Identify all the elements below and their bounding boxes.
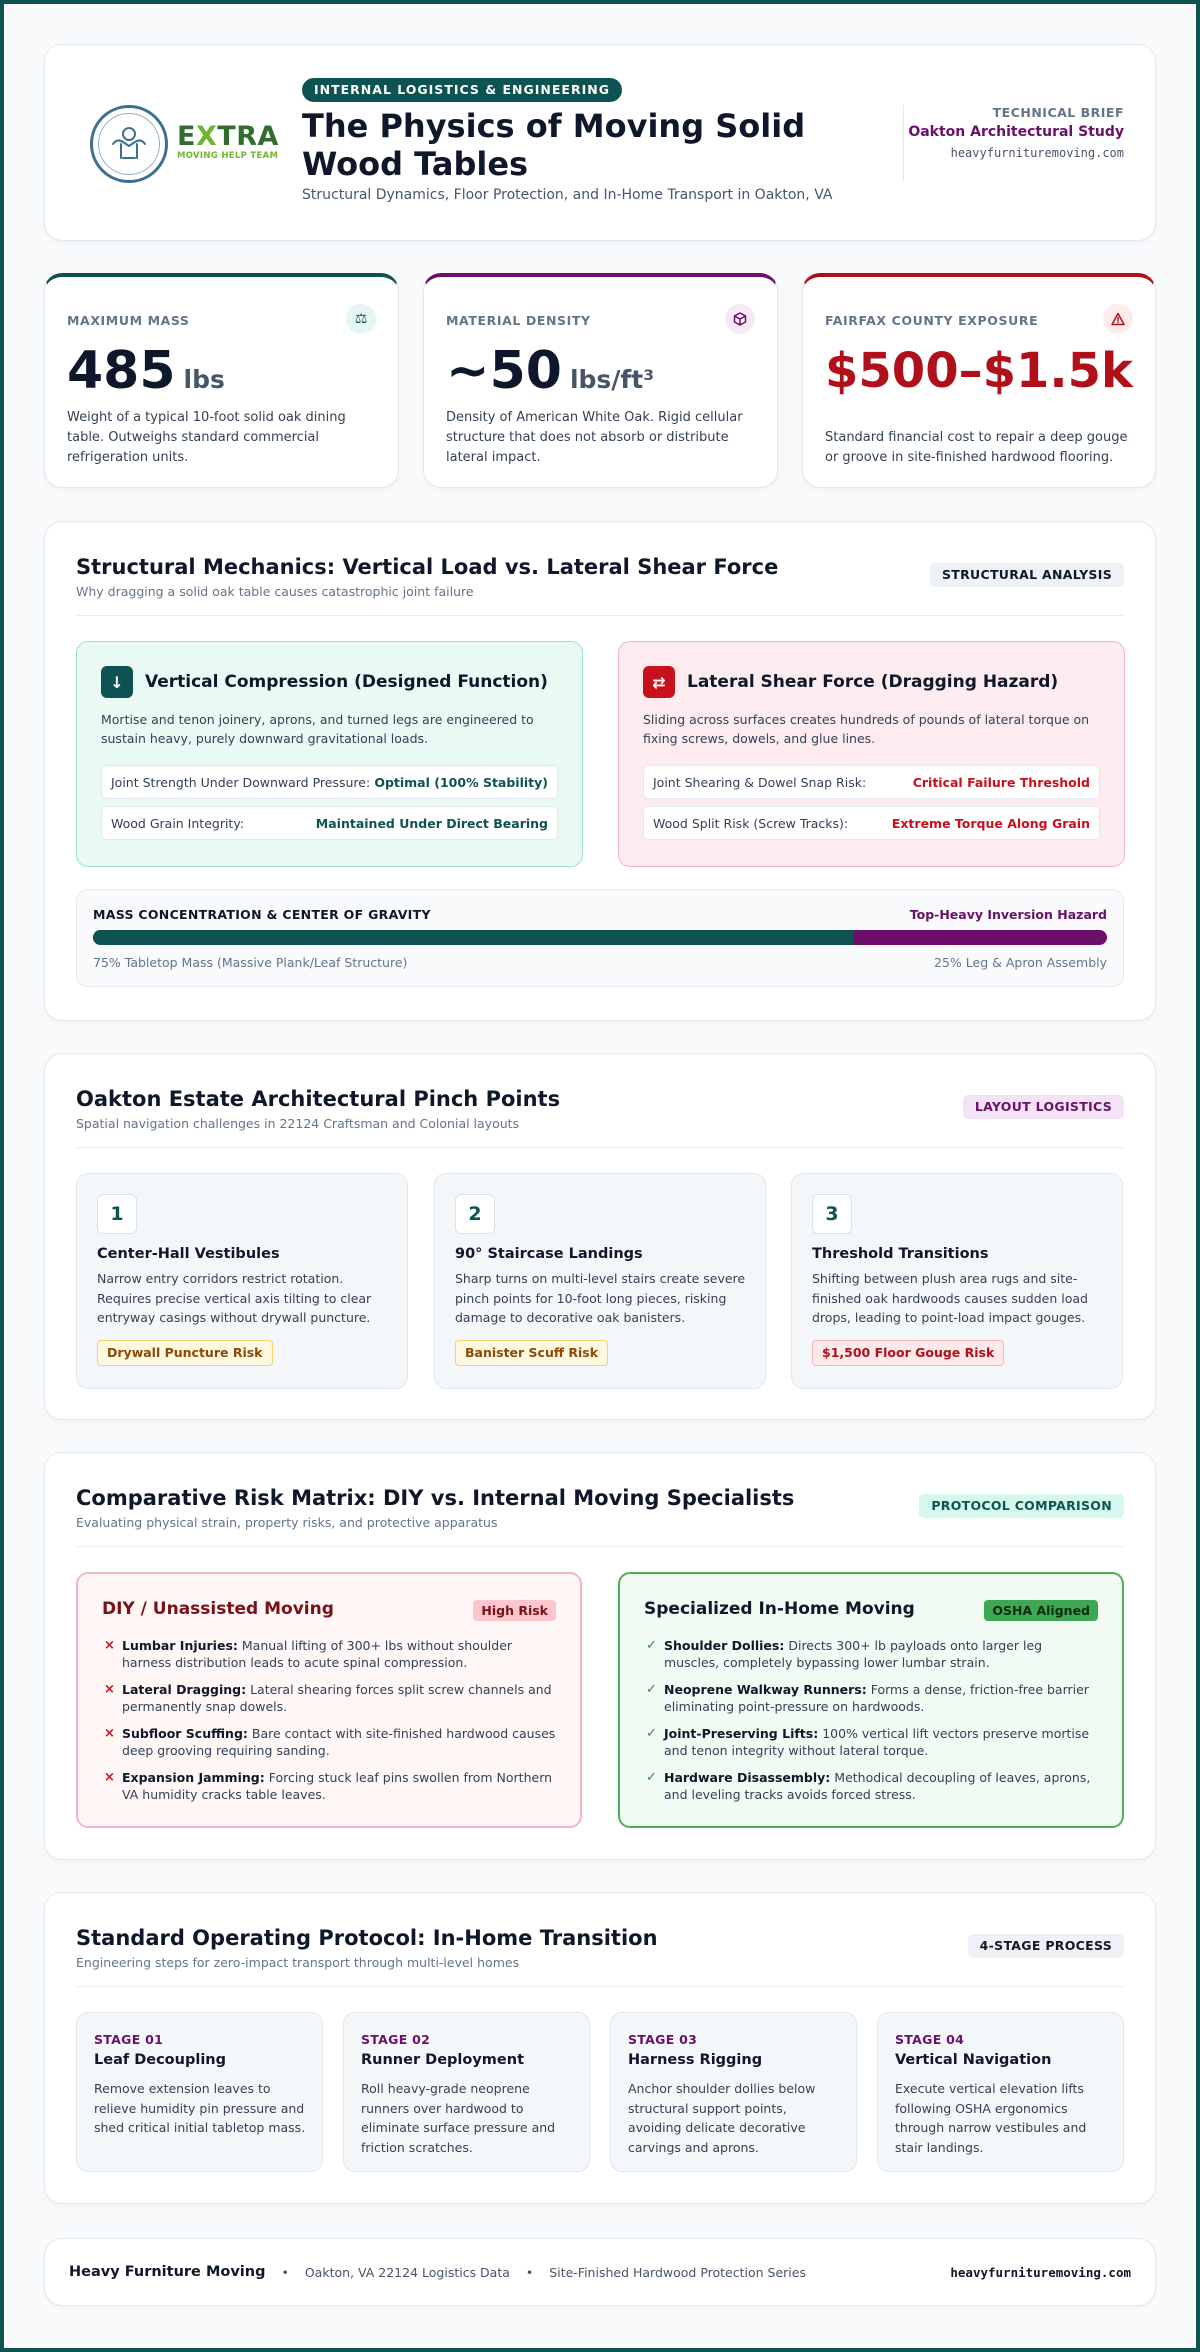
stage-title: Leaf Decoupling [94,2052,226,2068]
section-title: Structural Mechanics: Vertical Load vs. Lateral Shear Force [76,555,779,579]
stat-description: Standard financial cost to repair a deep gouge or groove in site-finished hardwood flooring. [825,430,1128,465]
pinch-description: Narrow entry corridors restrict rotation. Requires precise vertical axis tilting to clear entryway casings without drywall puncture. [97,1271,372,1325]
page-title: The Physics of Moving Solid Wood Tables [302,107,806,183]
metric-row [643,765,1100,799]
check-icon: ✓ [646,1682,657,1697]
metric-value: Optimal (100% Stability) [374,774,548,790]
stage-description: Remove extension leaves to relieve humidity pin pressure and shed critical initial tabletop mass. [94,2081,306,2135]
section-title: Comparative Risk Matrix: DIY vs. Internal Moving Specialists [76,1486,795,1510]
metric-label: Joint Shearing & Dowel Snap Risk: [653,774,867,790]
box-title: Lateral Shear Force (Dragging Hazard) [687,672,1059,692]
cross-icon: × [104,1638,115,1653]
vertical-compression-box [76,641,583,867]
panel-title: Specialized In-Home Moving [644,1599,915,1619]
cross-icon: × [104,1726,115,1741]
risk-item: × Expansion Jamming: Forcing stuck leaf pins swollen from Northern VA humidity cracks table leaves. [104,1770,553,1802]
stat-label: MAXIMUM MASS [67,313,190,328]
section-subtitle: Why dragging a solid oak table causes catastrophic joint failure [76,584,474,599]
mass-bar-fill [93,930,854,945]
stage-title: Harness Rigging [628,2052,763,2068]
section-tag: 4-STAGE PROCESS [968,1934,1124,1958]
brief-title: Oakton Architectural Study [908,124,1124,140]
stage-description: Roll heavy-grade neoprene runners over hardwood to eliminate surface pressure and friction scratches. [361,2081,556,2155]
mass-concentration-panel [76,889,1124,987]
pinch-number: 3 [812,1194,852,1234]
logo-tagline: MOVING HELP TEAM [177,151,279,161]
pinch-points-section [44,1053,1156,1420]
pinch-title: Center-Hall Vestibules [97,1246,280,1262]
stat-value: ~50 lbs/ft³ [446,341,655,401]
footer-url-link[interactable]: heavyfurnituremoving.com [950,2264,1131,2280]
metric-row [643,806,1100,840]
stage-card [610,2012,857,2172]
header-badge: INTERNAL LOGISTICS & ENGINEERING [302,78,622,102]
stage-number: STAGE 04 [895,2032,965,2047]
metric-value: Critical Failure Threshold [912,774,1090,790]
footer-brand: Heavy Furniture Moving [69,2264,266,2280]
section-subtitle: Spatial navigation challenges in 22124 Craftsman and Colonial layouts [76,1116,520,1131]
stage-card [76,2012,323,2172]
mass-right-caption: 25% Leg & Apron Assembly [934,955,1107,970]
risk-badge: $1,500 Floor Gouge Risk [812,1340,1004,1366]
swap-arrows-icon: ⇄ [643,666,675,698]
pinch-title: 90° Staircase Landings [455,1246,643,1262]
box-description: Sliding across surfaces creates hundreds of pounds of lateral torque on fixing screws, dowels, and glue lines. [643,712,1090,746]
risk-item: ✓ Hardware Disassembly: Methodical decoupling of leaves, aprons, and leveling tracks avoids forced stress. [646,1770,1091,1802]
risk-item: × Lateral Dragging: Lateral shearing forces split screw channels and permanently snap dowels. [104,1682,552,1714]
section-divider [76,615,1124,616]
diy-risk-panel [76,1572,582,1828]
page-subtitle: Structural Dynamics, Floor Protection, and In-Home Transport in Oakton, VA [302,187,833,203]
footer-separator: • [281,2264,289,2280]
mass-label: MASS CONCENTRATION & CENTER OF GRAVITY [93,907,431,922]
cube-icon [725,304,755,334]
risk-item: × Subfloor Scuffing: Bare contact with site-finished hardwood causes deep grooving requiring sanding. [104,1726,556,1758]
section-subtitle: Evaluating physical strain, property risks, and protective apparatus [76,1515,498,1530]
pinch-card [791,1173,1123,1389]
section-divider [76,1986,1124,1987]
metric-label: Wood Split Risk (Screw Tracks): [653,815,849,831]
risk-item: × Lumbar Injuries: Manual lifting of 300+ lbs without shoulder harness distribution leads to acute spinal compression. [104,1638,513,1670]
footer-separator: • [525,2264,534,2280]
section-tag: PROTOCOL COMPARISON [919,1494,1124,1518]
cross-icon: × [104,1770,115,1785]
stat-description: Weight of a typical 10-foot solid oak dining table. Outweighs standard commercial refrigeration units. [67,410,346,465]
brief-label: TECHNICAL BRIEF [992,105,1124,120]
check-icon: ✓ [646,1770,657,1785]
mass-hazard: Top-Heavy Inversion Hazard [909,907,1107,922]
warning-icon [1103,304,1133,334]
stat-label: MATERIAL DENSITY [446,313,591,328]
stage-number: STAGE 03 [628,2032,698,2047]
box-description: Mortise and tenon joinery, aprons, and turned legs are engineered to sustain heavy, purely downward gravitational loads. [101,712,534,746]
stat-value: 485 lbs [67,341,225,401]
logo-wordmark: EXTRA [177,121,279,152]
stage-card [877,2012,1124,2172]
risk-item: ✓ Joint-Preserving Lifts: 100% vertical lift vectors preserve mortise and tenon integrity without lateral torque. [646,1726,1090,1758]
risk-badge: Banister Scuff Risk [455,1340,608,1366]
check-icon: ✓ [646,1726,657,1741]
stat-value: $500–$1.5k [825,343,1133,399]
stat-card-mass [44,273,399,488]
metric-label: Joint Strength Under Downward Pressure: [111,774,371,790]
section-tag: STRUCTURAL ANALYSIS [930,563,1124,587]
compliance-badge: OSHA Aligned [984,1600,1098,1621]
metric-value: Extreme Torque Along Grain [891,815,1090,831]
section-divider [76,1147,1124,1148]
stat-card-density [423,273,778,488]
pinch-number: 1 [97,1194,137,1234]
section-title: Oakton Estate Architectural Pinch Points [76,1087,561,1111]
mechanics-section [44,521,1156,1021]
metric-label: Wood Grain Integrity: [111,815,245,831]
arrow-down-icon: ↓ [101,666,133,698]
footer-item: Oakton, VA 22124 Logistics Data [304,2264,510,2280]
check-icon: ✓ [646,1638,657,1653]
risk-item: ✓ Neoprene Walkway Runners: Forms a dense, friction-free barrier eliminating point-pressure on hardwoods. [646,1682,1089,1714]
header-card [44,44,1156,241]
stage-title: Runner Deployment [361,2052,524,2068]
section-subtitle: Engineering steps for zero-impact transport through multi-level homes [76,1955,520,1970]
lateral-shear-box [618,641,1125,867]
stage-description: Anchor shoulder dollies below structural support points, avoiding delicate decorative carvings and aprons. [628,2081,816,2155]
footer-item: Site-Finished Hardwood Protection Series [549,2264,806,2280]
section-tag: LAYOUT LOGISTICS [963,1095,1124,1119]
box-title: Vertical Compression (Designed Function) [145,672,548,692]
panel-title: DIY / Unassisted Moving [102,1599,334,1619]
metric-row [101,806,558,840]
brief-url-link[interactable]: heavyfurnituremoving.com [950,146,1124,160]
stage-card [343,2012,590,2172]
pinch-card [434,1173,766,1389]
stage-title: Vertical Navigation [895,2052,1052,2068]
header-meta [904,105,1124,160]
metric-row [101,765,558,799]
risk-item: ✓ Shoulder Dollies: Directs 300+ lb payloads onto larger leg muscles, completely bypassing lower lumbar strain. [646,1638,1043,1670]
section-divider [76,1546,1124,1547]
risk-matrix-section [44,1452,1156,1860]
protocol-section [44,1892,1156,2204]
stage-number: STAGE 01 [94,2032,164,2047]
cross-icon: × [104,1682,115,1697]
metric-value: Maintained Under Direct Bearing [315,815,548,831]
mass-left-caption: 75% Tabletop Mass (Massive Plank/Leaf Structure) [93,955,408,970]
pinch-card [76,1173,408,1389]
footer [44,2238,1156,2306]
pinch-number: 2 [455,1194,495,1234]
pinch-description: Shifting between plush area rugs and site-finished oak hardwoods causes sudden load drops, leading to point-load impact gouges. [812,1271,1088,1325]
scale-icon: ⚖ [346,304,376,334]
stat-card-exposure [802,273,1156,488]
stage-description: Execute vertical elevation lifts following OSHA ergonomics through narrow vestibules and stair landings. [895,2081,1087,2155]
stage-number: STAGE 02 [361,2032,431,2047]
risk-badge: Drywall Puncture Risk [97,1340,273,1366]
stat-label: FAIRFAX COUNTY EXPOSURE [825,313,1039,328]
pinch-description: Sharp turns on multi-level stairs create severe pinch points for 10-foot long pieces, risking damage to decorative oak banisters. [455,1271,746,1325]
pinch-title: Threshold Transitions [812,1246,989,1262]
risk-level-badge: High Risk [473,1600,556,1621]
logo-emblem-icon [90,105,168,183]
stat-description: Density of American White Oak. Rigid cellular structure that does not absorb or distribute lateral impact. [446,410,743,465]
section-title: Standard Operating Protocol: In-Home Transition [76,1926,658,1950]
pro-moving-panel [618,1572,1124,1828]
mass-bar [93,930,1107,945]
